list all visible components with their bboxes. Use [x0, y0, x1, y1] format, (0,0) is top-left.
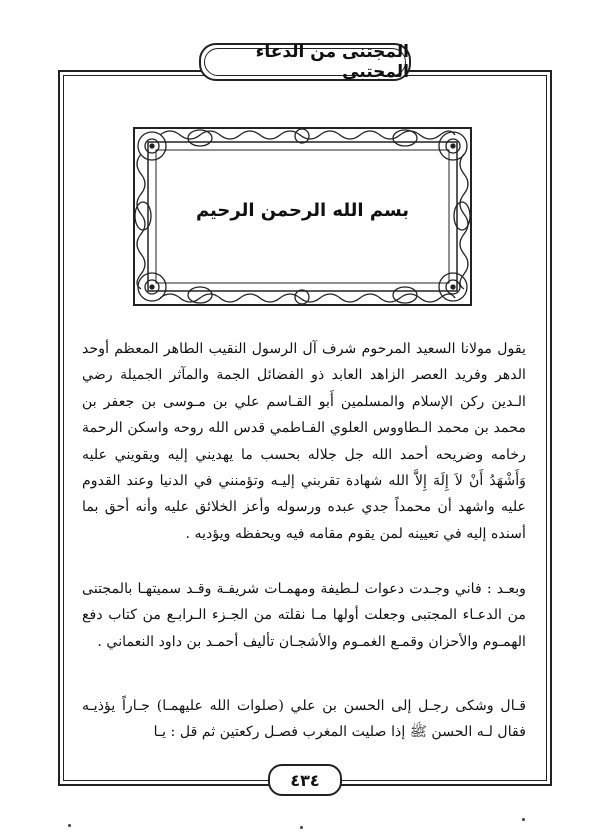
scan-speck [300, 826, 303, 829]
paragraph-text: يقول مولانا السعيد المرحوم شرف آل الرسول النقيب الطاهر المعظم أوحد الدهر وفريد العصر الزاهد العابد ذو الفضائل الجمة والمآثر الجميلة رضي الـدين ركن الإسلام والمسلمين أَبو القـاسم علي بن مـوسى بن جعفر بن محمد بن محمد الـطاووس العلوي الفـاطمي قدس الله روحه واسكن الرحمة رخامه وضريحه أحمد الله جل جلاله بحسب ما يهديني إليه ويقويني عليه وَأَشْهَدُ أَنْ لاَ إِلَهَ إِلاَّ الله شهادة تقربني إليـه وتؤمنني في الدنيا وعند القدوم عليه واشهد أن محمداً جدي عبده ورسوله وأعز الخلائق عليه وأنه أحق بما أسنده إليه في تعيينه لمن يقوم مقامه فيه ويحفظه ويؤديه . [82, 341, 526, 542]
running-header [199, 43, 411, 81]
page-number-badge [268, 764, 342, 796]
page-number: ٤٣٤ [290, 770, 320, 790]
basmala-heading: بسم الله الرحمن الرحيم [195, 200, 410, 221]
scan-speck [68, 824, 71, 827]
paragraph-preface [82, 576, 526, 655]
paragraph-narration [82, 693, 526, 746]
scan-speck [522, 818, 525, 821]
paragraph-text: وبعـد : فاني وجـدت دعوات لـطيفة ومهمـات شريفـة وقـد سميتهـا بالمجتنى من الدعـاء المجتبى وجعلت أولها مـا نقلته من الجـزء الـرابـع من كتاب دفع الهمـوم والأحزان وقمـع الغمـوم والأشجـان تأليف أحمـد بن داود النعماني . [82, 581, 526, 650]
paragraph-text: قـال وشكى رجـل إلى الحسن بن علي (صلوات الله عليهمـا) جـاراً يؤذيـه فقال لـه الحسن ﷺ إذا صليت المغرب فصـل ركعتين ثم قل : يـا [82, 698, 526, 741]
running-header-title: المجتنى من الدعاء المجتبى [255, 42, 409, 82]
paragraph-intro [82, 336, 526, 547]
